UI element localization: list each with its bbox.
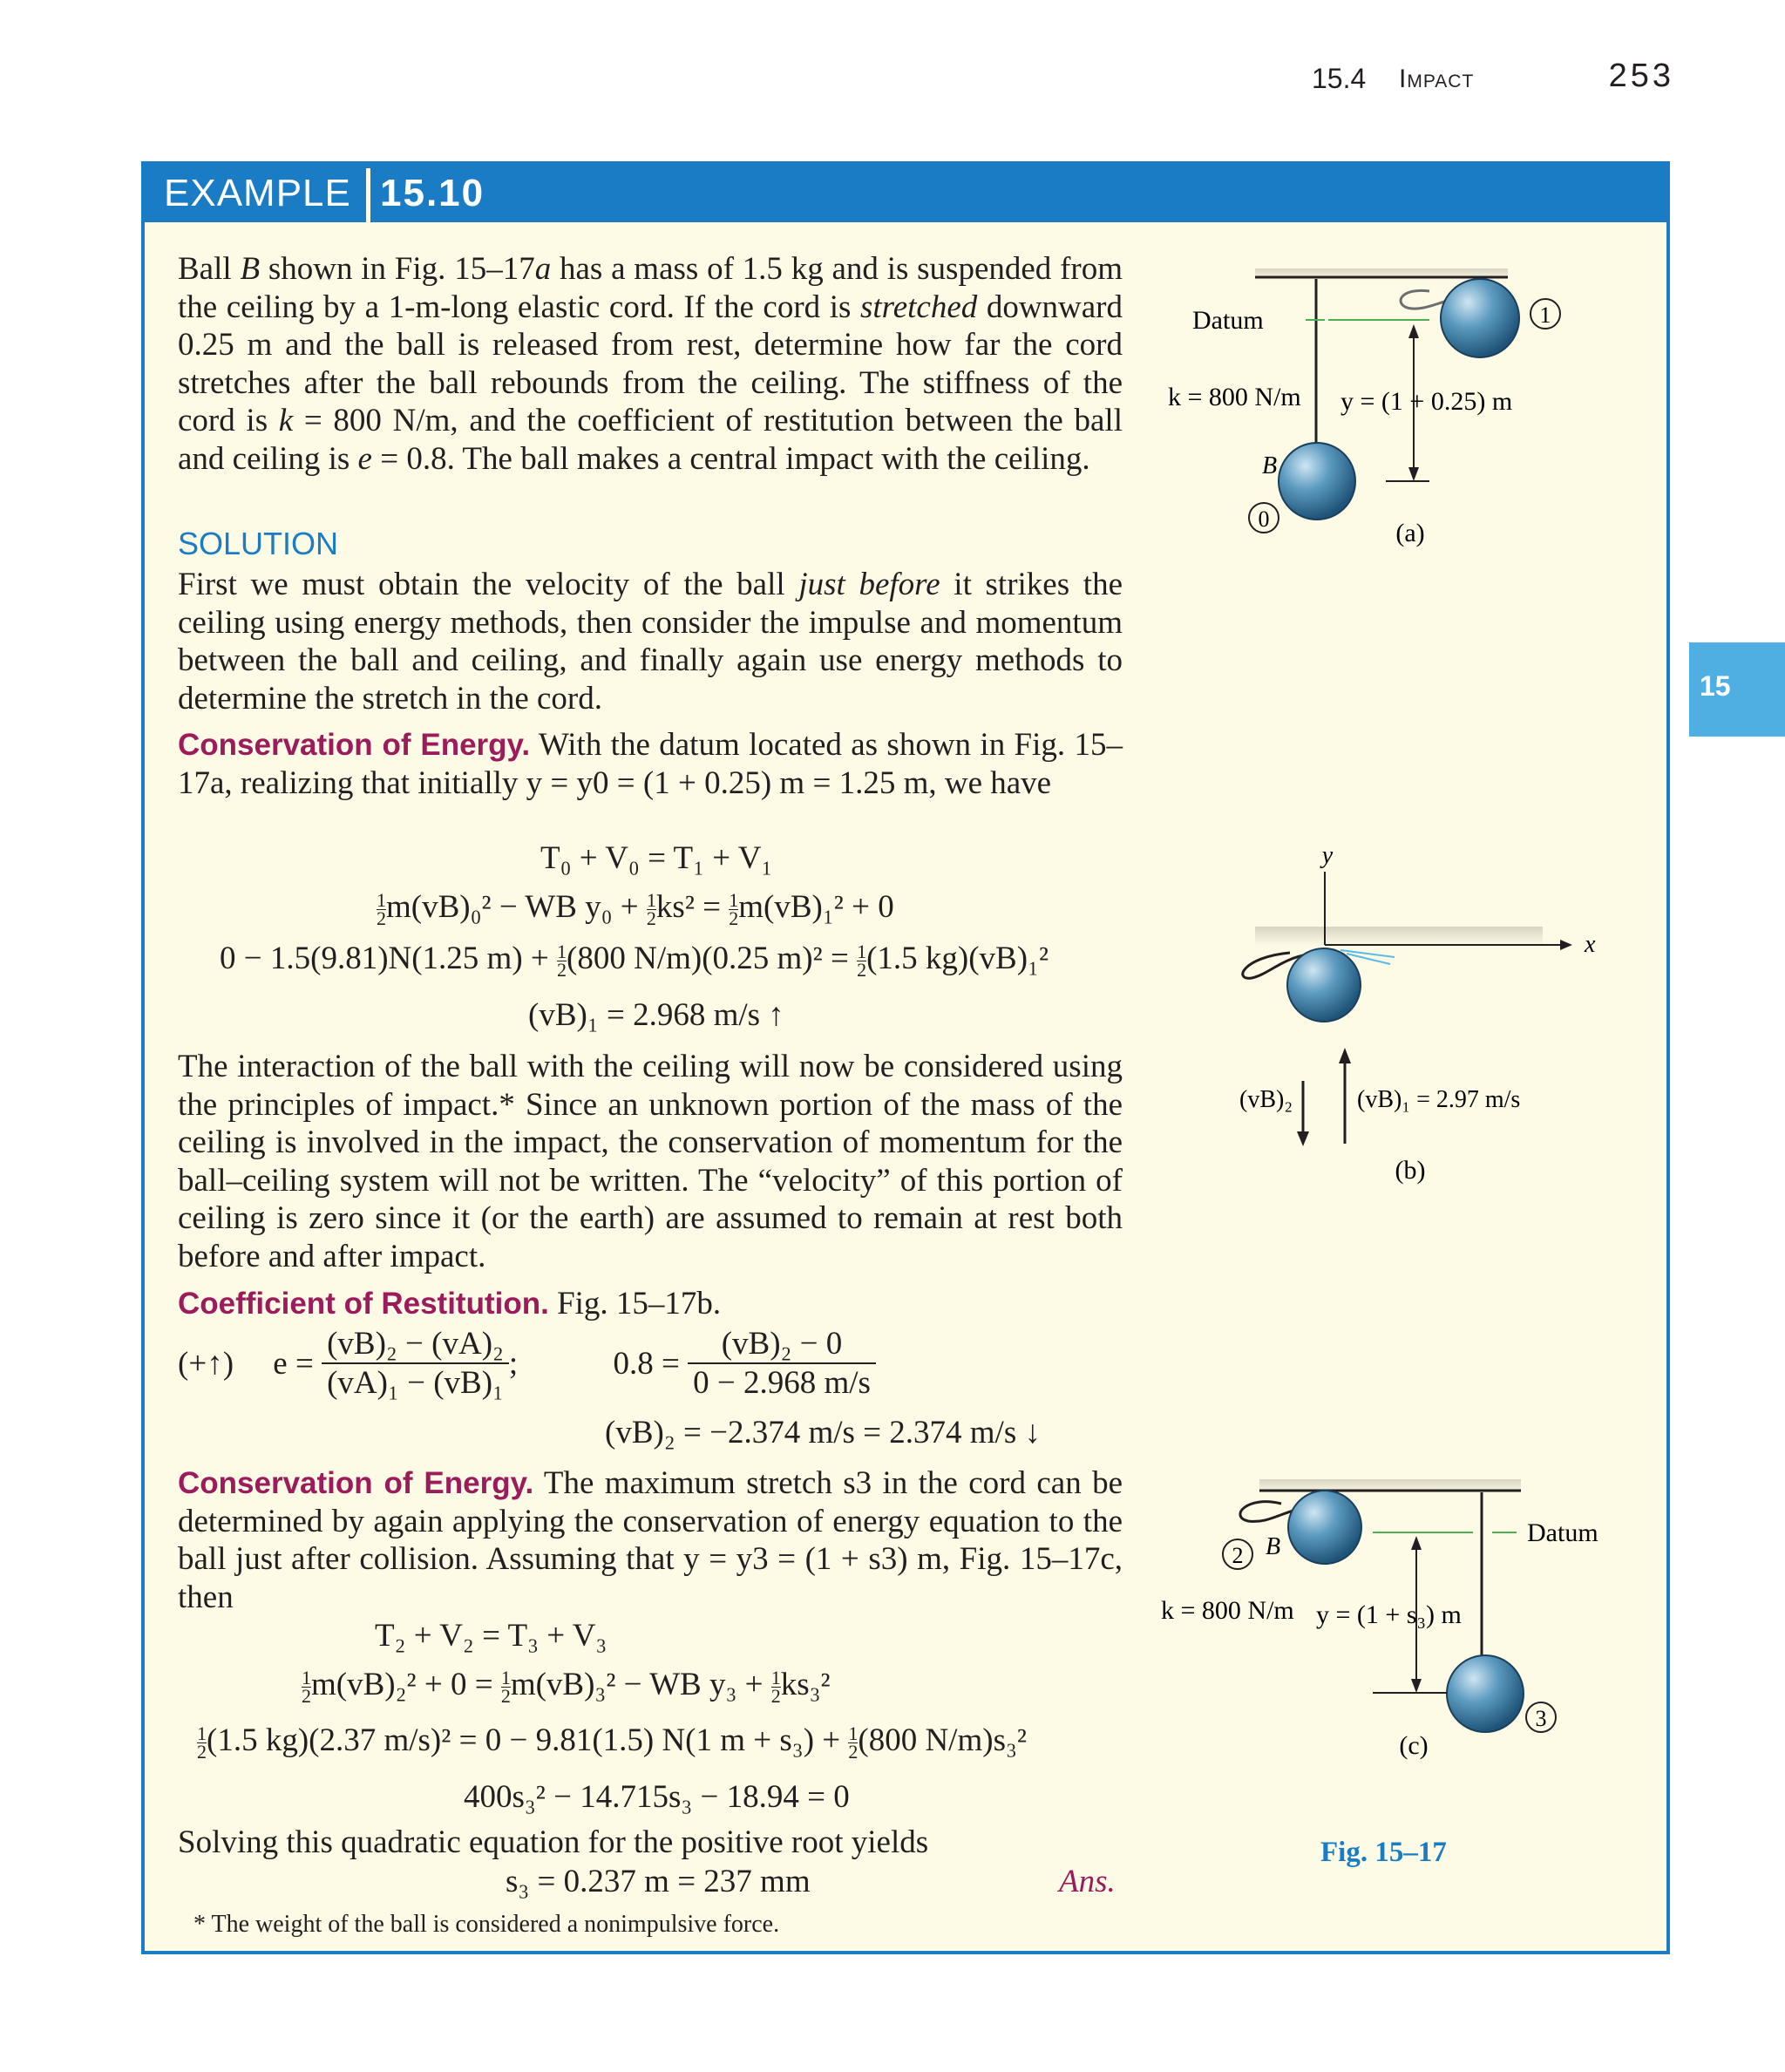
footnote: * The weight of the ball is considered a nonimpulsive force. bbox=[193, 1911, 780, 1938]
energy-paragraph-1: Conservation of Energy. With the datum located as shown in Fig. 15–17a, realizing that initially y = y0 = (1 + 0.25) m = 1.25 m, we have bbox=[178, 727, 1123, 801]
caption-b: (b) bbox=[1395, 1156, 1426, 1185]
equation-energy-expanded-2: $\frac{1}{2}$ m(vB)₂² + 0 = $\frac{1}{2}$ m(vB)₃² − WB y₃ + $\frac{1}{2}$ ks₃² bbox=[302, 1667, 831, 1708]
section-title: Impact bbox=[1399, 65, 1475, 93]
pos3-label: 3 bbox=[1535, 1706, 1547, 1731]
equation-velocity-after: (vB)₂ = −2.374 m/s = 2.374 m/s ↓ bbox=[605, 1415, 1041, 1450]
energy-paragraph-2: Conservation of Energy. The maximum stretch s3 in the cord can be determined by again applying the conservation of energy equation to the ball just after collision. Assuming that y = y3 = (1 + s3) m, Fig. 15–17c, then bbox=[178, 1465, 1123, 1615]
equation-energy-balance: T₀ + V₀ = T₁ + V₁ bbox=[540, 840, 773, 876]
k-label-a: k = 800 N/m bbox=[1168, 383, 1301, 411]
y-axis-label: y bbox=[1321, 842, 1334, 869]
restitution-heading: Coefficient of Restitution. bbox=[178, 1287, 549, 1321]
pos0-label: 0 bbox=[1258, 506, 1270, 532]
example-number: 15.10 bbox=[380, 172, 485, 214]
restitution-paragraph: Coefficient of Restitution. Fig. 15–17b. bbox=[178, 1286, 722, 1321]
page-number: 253 bbox=[1608, 58, 1674, 94]
ceiling-b bbox=[1255, 927, 1543, 946]
answer-marker: Ans. bbox=[1059, 1864, 1116, 1899]
pos2-label: 2 bbox=[1232, 1543, 1244, 1568]
slack-cord-a bbox=[1401, 290, 1447, 309]
energy-heading-1: Conservation of Energy. bbox=[178, 728, 531, 762]
equation-quadratic: 400s₃² − 14.715s₃ − 18.94 = 0 bbox=[464, 1779, 850, 1815]
equation-energy-numeric: 0 − 1.5(9.81)N(1.25 m) + $\frac{1}{2}$ (800 N/m)(0.25 m)² = $\frac{1}{2}$ (1.5 kg)(vB)₁² bbox=[220, 941, 1049, 982]
example-word: EXAMPLE bbox=[164, 172, 351, 214]
solve-sentence: Solving this quadratic equation for the positive root yields bbox=[178, 1824, 929, 1860]
impact-paragraph: The interaction of the ball with the ceiling will now be considered using the principles of impact.* Since an unknown portion of the mass of the ceiling is involved in the impact, the conservation of momentum for the ball–ceiling system will not be written. The “velocity” of this portion of ceiling is zero since it (or the earth) are assumed to remain at rest both before and after impact. bbox=[178, 1049, 1123, 1274]
datum-label-c: Datum bbox=[1527, 1518, 1598, 1547]
ball-label-c: B bbox=[1266, 1533, 1281, 1560]
figure-b bbox=[1239, 842, 1596, 1185]
ball-position-3 bbox=[1447, 1655, 1524, 1732]
caption-c: (c) bbox=[1399, 1731, 1429, 1760]
y-label-c: y = (1 + s₃) m bbox=[1316, 1600, 1462, 1629]
figure-caption: Fig. 15–17 bbox=[1320, 1837, 1447, 1868]
ball-position-0 bbox=[1279, 443, 1355, 520]
ball-label-a: B bbox=[1262, 452, 1278, 479]
solution-heading: SOLUTION bbox=[178, 526, 339, 561]
y-label-a: y = (1 + 0.25) m bbox=[1340, 387, 1513, 416]
section-number: 15.4 bbox=[1312, 63, 1367, 94]
v2-label: (vB)₂ bbox=[1239, 1086, 1293, 1113]
figure-c bbox=[1161, 1479, 1598, 1760]
arrow-down-a bbox=[1408, 467, 1419, 481]
k-label-c: k = 800 N/m bbox=[1161, 1596, 1294, 1625]
ball-b bbox=[1287, 948, 1361, 1022]
equation-energy-expanded: $\frac{1}{2}$ m(vB)₀² − WB y₀ + $\frac{1}{2}$ ks² = $\frac{1}{2}$ m(vB)₁² + 0 bbox=[377, 889, 894, 930]
equation-energy-numeric-2: $\frac{1}{2}$ (1.5 kg)(2.37 m/s)² = 0 − 9.81(1.5) N(1 m + s₃) + $\frac{1}{2}$ (800 N/m)s₃² bbox=[197, 1722, 1027, 1763]
final-result: s₃ = 0.237 m = 237 mm bbox=[506, 1864, 811, 1899]
arrow-up-a bbox=[1408, 324, 1419, 338]
ball-position-2 bbox=[1288, 1491, 1361, 1564]
datum-label-a: Datum bbox=[1192, 306, 1264, 335]
pos1-label: 1 bbox=[1539, 302, 1551, 328]
ceiling-a bbox=[1255, 268, 1508, 281]
energy-heading-2: Conservation of Energy. bbox=[178, 1466, 534, 1500]
equation-velocity-before: (vB)₁ = 2.968 m/s ↑ bbox=[528, 997, 784, 1033]
chapter-number: 15 bbox=[1700, 670, 1731, 702]
x-axis-label: x bbox=[1585, 931, 1596, 958]
ball-position-1 bbox=[1441, 279, 1519, 357]
v1-label: (vB)₁ = 2.97 m/s bbox=[1357, 1086, 1521, 1113]
equation-energy-balance-2: T₂ + V₂ = T₃ + V₃ bbox=[375, 1618, 607, 1654]
figure-a bbox=[1168, 268, 1560, 547]
equation-restitution: (+↑) e = $\frac{\text{(vB)₂ − (vA)₂}}{\text{(vA)₁ − (vB)₁}}$ ; 0.8 = $\frac{\text{(vB)₂ − 0}}{0 - 2.968 m/s}$ bbox=[178, 1325, 876, 1402]
caption-a: (a) bbox=[1395, 519, 1425, 547]
solution-intro: First we must obtain the velocity of the ball just before it strikes the ceiling using energy methods, then consider the impulse and momentum between the ball and ceiling, and finally again use energy methods to determine the stretch in the cord. bbox=[178, 567, 1123, 717]
problem-statement: Ball B shown in Fig. 15–17a has a mass of 1.5 kg and is suspended from the ceiling by a 1-m-long elastic cord. If the cord is stretched downward 0.25 m and the ball is released from rest, determine how far the cord stretches after the ball rebounds from the ceiling. The stiffness of the cord is k = 800 N/m, and the coefficient of restitution between the ball and ceiling is e = 0.8. The ball makes a central impact with the ceiling. bbox=[178, 251, 1123, 477]
